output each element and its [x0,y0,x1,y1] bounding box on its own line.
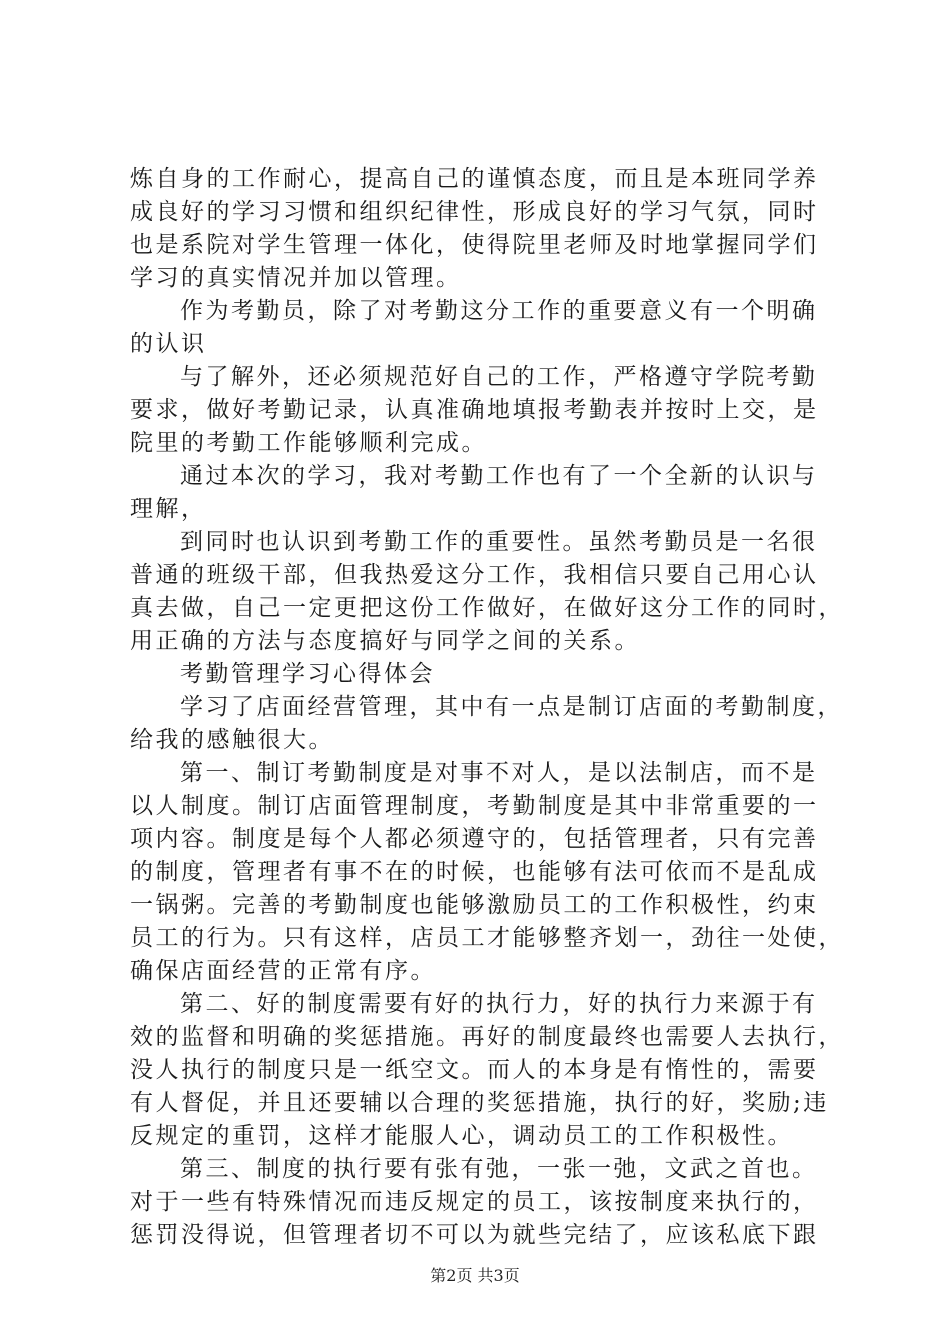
text-line: 惩罚没得说，但管理者切不可以为就些完结了，应该私底下跟 [130,1222,819,1248]
text-line: 理解， [130,496,207,522]
text-line: 一锅粥。完善的考勤制度也能够激励员工的工作积极性，约束 [130,892,819,918]
text-line: 员工的行为。只有这样，店员工才能够整齐划一，劲往一处使， [130,925,844,951]
text-line: 普通的班级干部，但我热爱这分工作，我相信只要自己用心认 [130,562,819,588]
text-line: 的认识 [130,331,207,357]
text-line: 通过本次的学习，我对考勤工作也有了一个全新的认识与 [180,463,818,489]
text-line: 确保店面经营的正常有序。 [130,958,436,984]
text-line: 真去做，自己一定更把这份工作做好，在做好这分工作的同时， [130,595,844,621]
text-line: 作为考勤员，除了对考勤这分工作的重要意义有一个明确 [180,298,818,324]
text-line: 用正确的方法与态度搞好与同学之间的关系。 [130,628,640,654]
text-line: 第三、制度的执行要有张有弛，一张一弛，文武之首也。 [180,1156,818,1182]
text-line: 的制度，管理者有事不在的时候，也能够有法可依而不是乱成 [130,859,819,885]
text-line: 要求，做好考勤记录，认真准确地填报考勤表并按时上交，是 [130,397,819,423]
text-line: 以人制度。制订店面管理制度，考勤制度是其中非常重要的一 [130,793,819,819]
text-line: 给我的感触很大。 [130,727,334,753]
text-line: 有人督促，并且还要辅以合理的奖惩措施，执行的好，奖励;违 [130,1090,829,1116]
text-line: 学习了店面经营管理，其中有一点是制订店面的考勤制度， [180,694,843,720]
text-line: 学习的真实情况并加以管理。 [130,265,462,291]
text-line: 也是系院对学生管理一体化，使得院里老师及时地掌握同学们 [130,232,819,258]
section-heading: 考勤管理学习心得体会 [180,661,435,687]
text-line: 院里的考勤工作能够顺利完成。 [130,430,487,456]
text-line: 对于一些有特殊情况而违反规定的员工，该按制度来执行的， [130,1189,819,1215]
text-line: 到同时也认识到考勤工作的重要性。虽然考勤员是一名很 [180,529,818,555]
text-line: 第一、制订考勤制度是对事不对人，是以法制店，而不是 [180,760,818,786]
text-line: 第二、好的制度需要有好的执行力，好的执行力来源于有 [180,991,818,1017]
text-line: 反规定的重罚，这样才能服人心，调动员工的工作积极性。 [130,1123,793,1149]
text-line: 没人执行的制度只是一纸空文。而人的本身是有惰性的，需要 [130,1057,819,1083]
text-line: 炼自身的工作耐心，提高自己的谨慎态度，而且是本班同学养 [130,166,819,192]
page-footer: 第2页 共3页 [430,1266,520,1285]
text-line: 与了解外，还必须规范好自己的工作，严格遵守学院考勤 [180,364,818,390]
text-line: 项内容。制度是每个人都必须遵守的，包括管理者，只有完善 [130,826,819,852]
text-line: 成良好的学习习惯和组织纪律性，形成良好的学习气氛，同时 [130,199,819,225]
text-line: 效的监督和明确的奖惩措施。再好的制度最终也需要人去执行， [130,1024,844,1050]
document-body [130,163,844,1252]
